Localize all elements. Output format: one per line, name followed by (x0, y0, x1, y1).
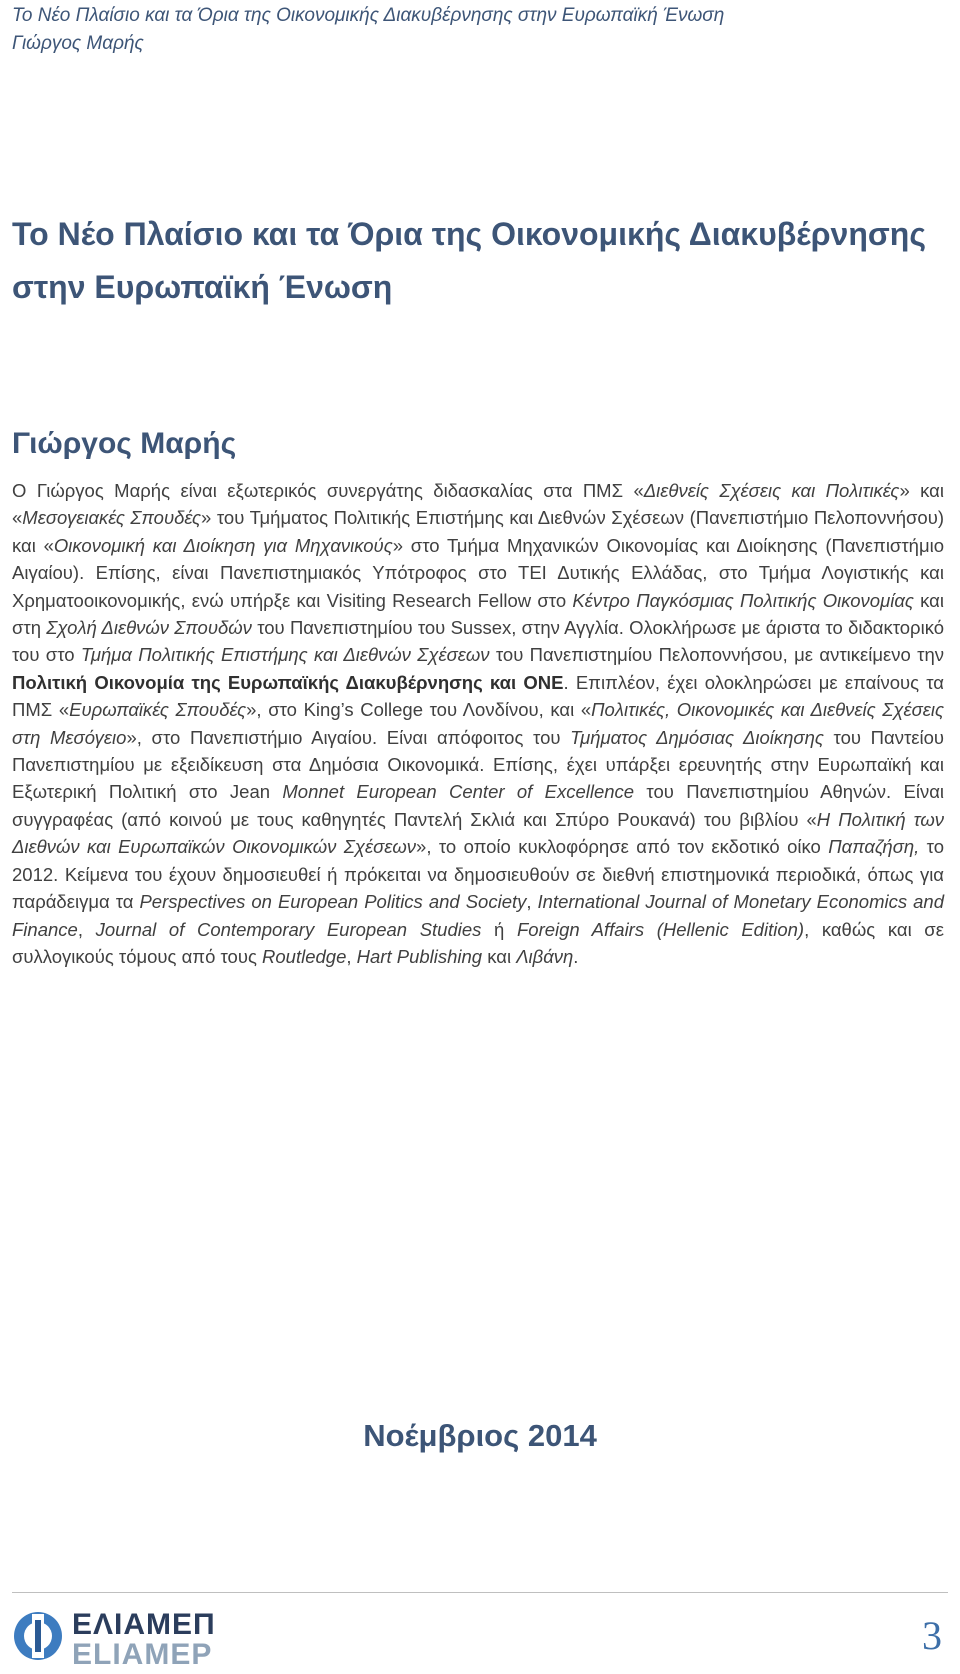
running-header-title: Το Νέο Πλαίσιο και τα Όρια της Οικονομικής Διακυβέρνησης στην Ευρωπαϊκή Ένωση (12, 5, 725, 26)
bio-text: του Πανεπιστημίου Αθηνών. Είναι συγγραφέας (από κοινού με τους καθηγητές Παντελή Σκλιά και Σπύρο Ρουκανά) του βιβλίου « (12, 781, 944, 830)
bio-text: του Πανεπιστημίου Πελοποννήσου, με αντικείμενο την (489, 644, 944, 666)
bio-text: », το οποίο κυκλοφόρησε από τον εκδοτικό οίκο (416, 836, 829, 858)
logo-text-latin: ELIAMEP (72, 1638, 213, 1671)
bio-emphasis: Παπαζήση, (828, 836, 920, 858)
bio-emphasis: Η Πολιτική των Διεθνών και Ευρωπαϊκών Οικονομικών Σχέσεων (12, 808, 944, 858)
running-header-author: Γιώργος Μαρής (12, 33, 144, 54)
footer-divider (12, 1592, 948, 1593)
bio-text: » του Τμήματος Πολιτικής Επιστήμης και Διεθνών Σχέσεων (Πανεπιστήμιο Πελοποννήσου) και « (12, 507, 944, 556)
bio-text: , (346, 945, 357, 967)
bio-text: », στο King’s College του Λονδίνου, και « (246, 699, 592, 721)
bio-emphasis: Διεθνείς Σχέσεις και Πολιτικές (643, 480, 900, 501)
bio-emphasis: Κέντρο Παγκόσμιας Πολιτικής Οικονομίας (572, 589, 914, 611)
bio-text: και (482, 945, 517, 967)
logo-mark-icon (12, 1608, 64, 1664)
document-title (12, 208, 942, 314)
bio-text: ή (481, 918, 517, 940)
author-bio (12, 477, 944, 970)
bio-emphasis: Ευρωπαϊκές Σπουδές (69, 699, 247, 721)
bio-text: . (573, 945, 579, 967)
bio-text: του Πανεπιστημίου του Sussex, στην Αγγλία. Ολοκλήρωσε με άριστα το διδακτορικό του στο (12, 617, 945, 666)
bio-emphasis: Λιβάνη (516, 945, 574, 967)
publication-date: Νοέμβριος 2014 (363, 1418, 597, 1453)
bio-emphasis: Τμήμα Πολιτικής Επιστήμης και Διεθνών Σχέσεων (80, 644, 490, 666)
bio-text: . Επιπλέον, έχει ολοκληρώσει με επαίνους τα ΠΜΣ « (12, 671, 944, 721)
bio-text: » και « (12, 480, 944, 529)
eliamep-logo (12, 1604, 232, 1671)
bio-text: » στο Τμήμα Μηχανικών Οικονομίας και Διοίκησης (Πανεπιστήμιο Αιγαίου). Επίσης, είναι Πανεπιστημιακός Υπότροφος στο ΤΕΙ Δυτικής Ελλάδας, στο Τμήμα Λογιστικής και Χρηματοοικονομικής, ενώ υπήρξε και Visiting Research Fellow στο (12, 534, 944, 611)
bio-emphasis: Hart Publishing (356, 945, 483, 967)
bio-emphasis: International Journal of Monetary Economics and Finance (12, 891, 944, 940)
document-title-line1: Το Νέο Πλαίσιο και τα Όρια της Οικονομικής Διακυβέρνησης (12, 216, 926, 252)
bio-emphasis: Monnet European Center of Excellence (282, 781, 635, 803)
bio-strong: Πολιτική Οικονομία της Ευρωπαϊκής Διακυβέρνησης και ΟΝΕ (12, 671, 564, 693)
bio-emphasis: Τμήματος Δημόσιας Διοίκησης (570, 726, 824, 748)
bio-emphasis: Σχολή Διεθνών Σπουδών (46, 617, 252, 639)
bio-emphasis: Routledge (262, 945, 347, 967)
bio-emphasis: Οικονομική και Διοίκηση για Μηχανικούς (53, 534, 393, 556)
bio-text: , (526, 891, 538, 913)
document-title-line2: στην Ευρωπαϊκή Ένωση (12, 269, 393, 305)
bio-text: το 2012. Κείμενα του έχουν δημοσιευθεί ή πρόκειται να δημοσιευθούν σε διεθνή επιστημονικά περιοδικά, όπως για παράδειγμα τα (12, 836, 945, 913)
bio-text: και στη (12, 589, 944, 639)
bio-text: Ο Γιώργος Μαρής είναι εξωτερικός συνεργάτης διδασκαλίας στα ΠΜΣ « (12, 480, 644, 501)
bio-emphasis: Μεσογειακές Σπουδές (22, 507, 202, 529)
bio-emphasis: Foreign Affairs (Hellenic Edition) (516, 918, 805, 940)
author-heading: Γιώργος Μαρής (12, 427, 237, 460)
page-number: 3 (922, 1613, 942, 1658)
bio-emphasis: Perspectives on European Politics and Society (139, 891, 527, 913)
bio-emphasis: Journal of Contemporary European Studies (95, 918, 482, 940)
running-header (12, 2, 942, 58)
bio-text: , (77, 918, 96, 940)
bio-text: », στο Πανεπιστήμιο Αιγαίου. Είναι απόφοιτος του (126, 726, 571, 748)
bio-emphasis: Πολιτικές, Οικονομικές και Διεθνείς Σχέσεις στη Μεσόγειο (12, 699, 944, 748)
bio-text: του Παντείου Πανεπιστημίου με εξειδίκευση στα Δημόσια Οικονομικά. Επίσης, έχει υπάρξει ερευνητής στην Ευρωπαϊκή και Εξωτερική Πολιτική στο Jean (12, 726, 945, 803)
bio-text: , καθώς και σε συλλογικούς τόμους από τους (12, 918, 944, 967)
logo-text-greek: ΕΛΙΑΜΕΠ (72, 1608, 216, 1641)
